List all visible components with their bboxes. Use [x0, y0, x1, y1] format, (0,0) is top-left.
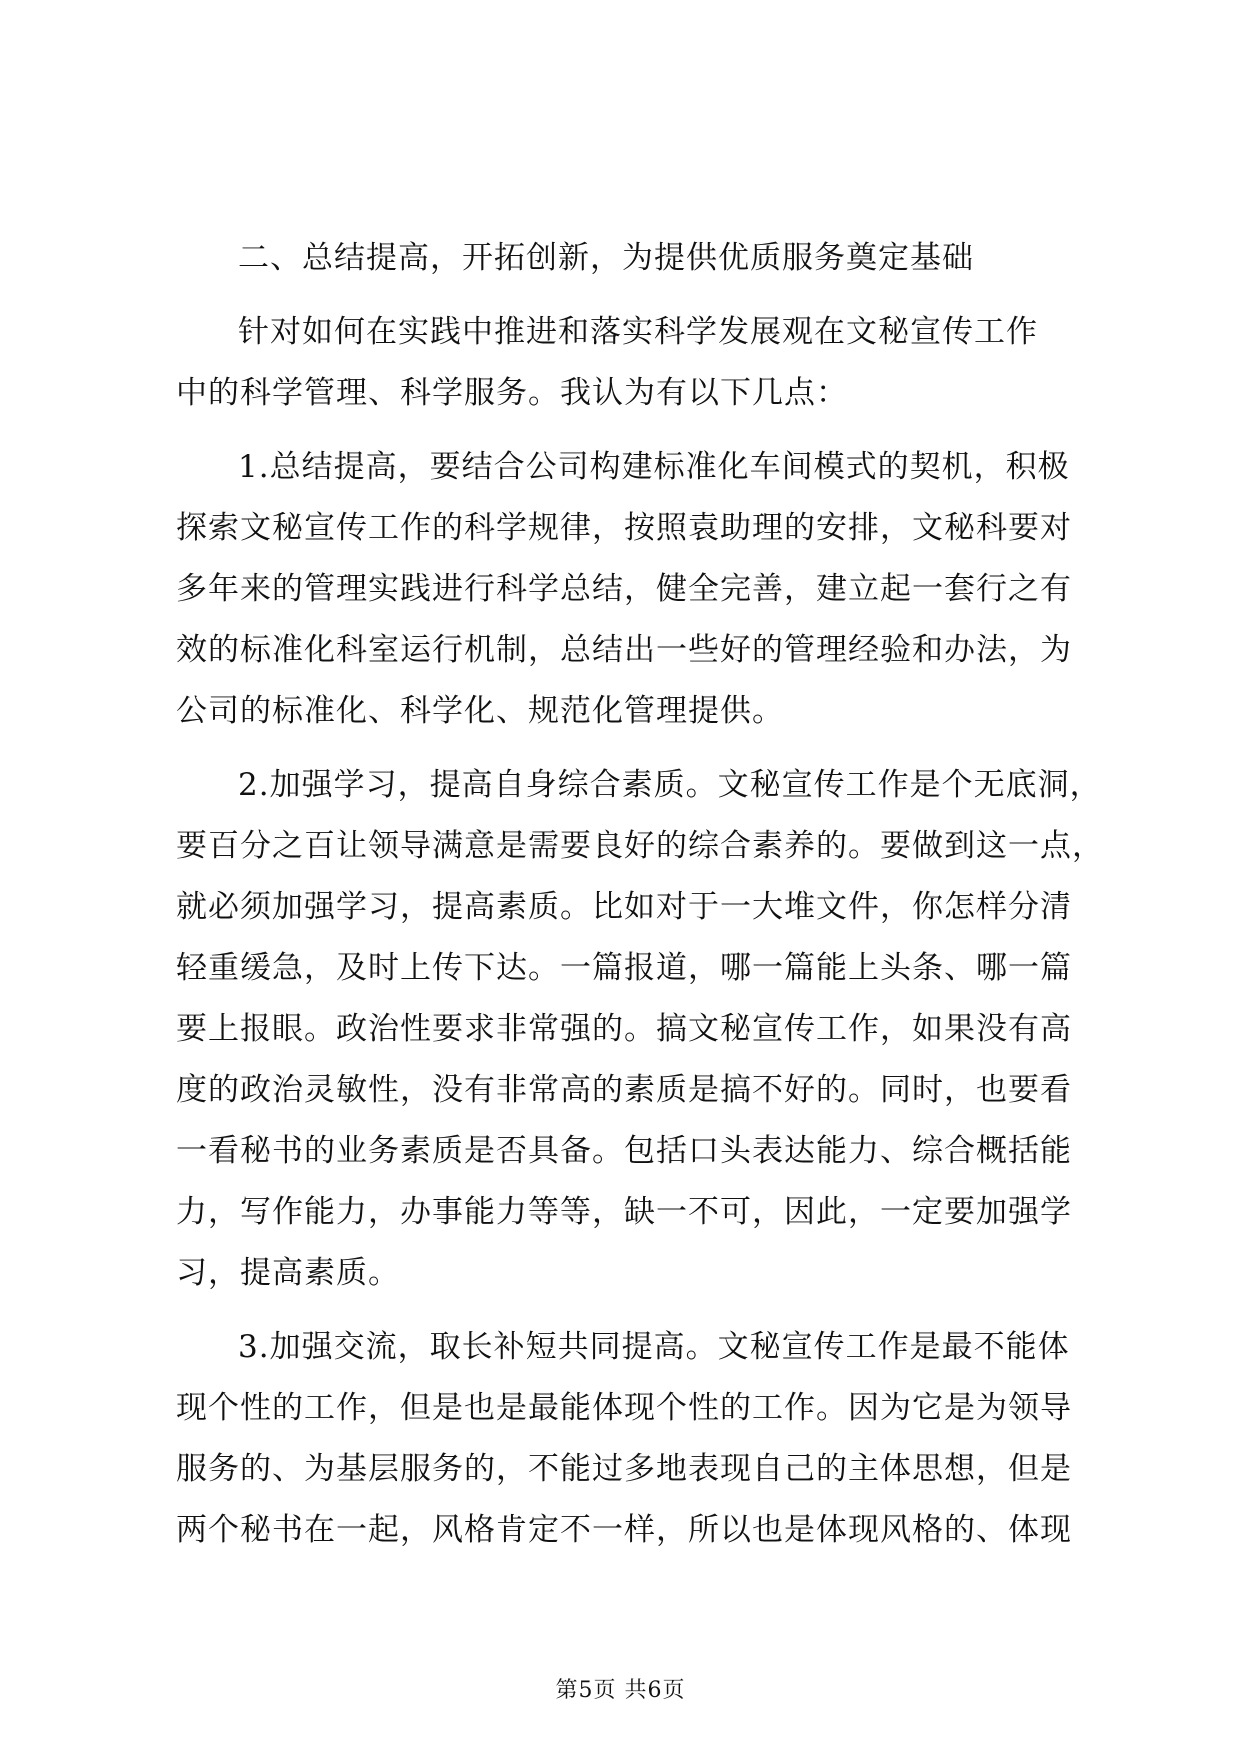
paragraph-line: 要百分之百让领导满意是需要良好的综合素养的。要做到这一点，: [176, 828, 1104, 864]
paragraph-line: 1.总结提高，要结合公司构建标准化车间模式的契机，积极: [238, 449, 1070, 485]
paragraph-line: 两个秘书在一起，风格肯定不一样，所以也是体现风格的、体现: [176, 1512, 1072, 1548]
page-footer: 第5页 共6页: [555, 1678, 686, 1703]
paragraph-line: 度的政治灵敏性，没有非常高的素质是搞不好的。同时，也要看: [176, 1072, 1072, 1108]
paragraph-line: 习，提高素质。: [176, 1255, 400, 1291]
paragraph-line: 轻重缓急，及时上传下达。一篇报道，哪一篇能上头条、哪一篇: [176, 950, 1072, 986]
paragraph-intro: [176, 302, 1081, 424]
paragraph-line: 就必须加强学习，提高素质。比如对于一大堆文件，你怎样分清: [176, 889, 1072, 925]
paragraph-line: 要上报眼。政治性要求非常强的。搞文秘宣传工作，如果没有高: [176, 1011, 1072, 1047]
paragraph-line: 针对如何在实践中推进和落实科学发展观在文秘宣传工作: [238, 314, 1038, 350]
heading-line: 二、总结提高，开拓创新，为提供优质服务奠定基础: [238, 240, 974, 276]
document-body: [176, 228, 1104, 1561]
paragraph-point-1: [176, 437, 1081, 742]
paragraph-line: 探索文秘宣传工作的科学规律，按照袁助理的安排，文秘科要对: [176, 510, 1072, 546]
paragraph-line: 力，写作能力，办事能力等等，缺一不可，因此，一定要加强学: [176, 1194, 1072, 1230]
section-heading: [176, 228, 1081, 289]
paragraph-line: 公司的标准化、科学化、规范化管理提供。: [176, 693, 784, 729]
paragraph-line: 效的标准化科室运行机制，总结出一些好的管理经验和办法，为: [176, 632, 1072, 668]
paragraph-point-2: [176, 755, 1104, 1304]
paragraph-line: 现个性的工作，但是也是最能体现个性的工作。因为它是为领导: [176, 1390, 1072, 1426]
paragraph-line: 多年来的管理实践进行科学总结，健全完善，建立起一套行之有: [176, 571, 1072, 607]
paragraph-line: 2.加强学习，提高自身综合素质。文秘宣传工作是个无底洞，: [238, 767, 1102, 803]
paragraph-point-3: [176, 1317, 1081, 1561]
paragraph-line: 一看秘书的业务素质是否具备。包括口头表达能力、综合概括能: [176, 1133, 1072, 1169]
paragraph-line: 3.加强交流，取长补短共同提高。文秘宣传工作是最不能体: [238, 1329, 1070, 1365]
paragraph-line: 服务的、为基层服务的，不能过多地表现自己的主体思想，但是: [176, 1451, 1072, 1487]
paragraph-line: 中的科学管理、科学服务。我认为有以下几点：: [176, 375, 848, 411]
